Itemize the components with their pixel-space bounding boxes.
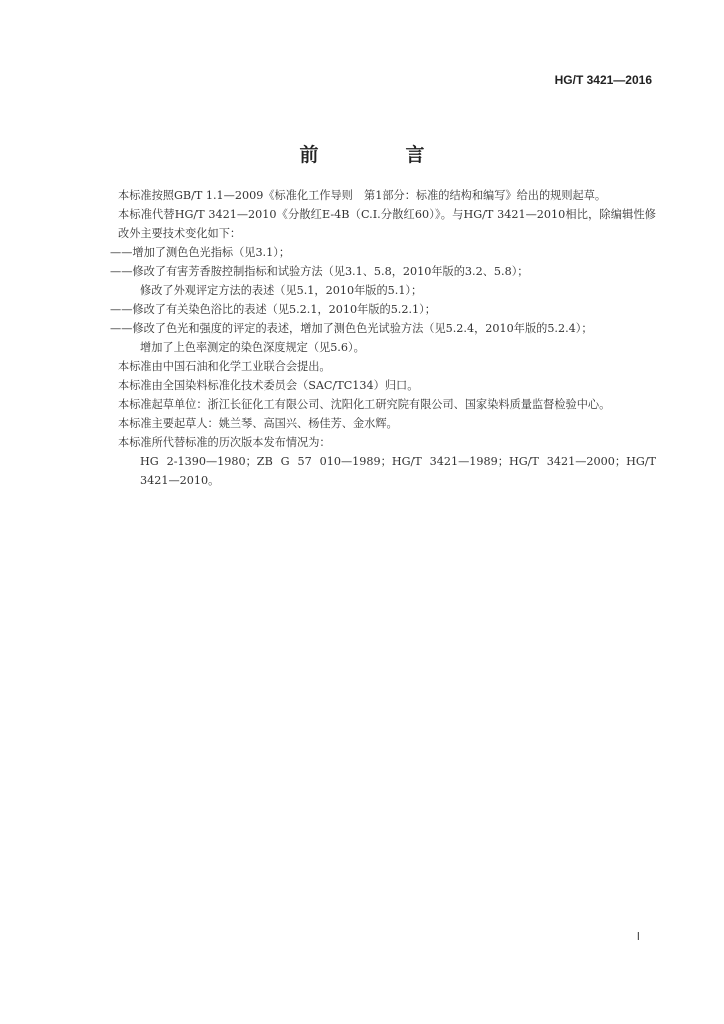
page-title: 前 言 [299,144,459,166]
paragraph-drafting-units: 本标准起草单位：浙江长征化工有限公司、沈阳化工研究院有限公司、国家染料质量监督检验中心。 [118,398,611,411]
paragraph-history-intro: 本标准所代替标准的历次版本发布情况为： [118,436,331,449]
change-item-5: ——修改了色光和强度的评定的表述，增加了测色色光试验方法（见5.2.4，2010年版的5.2.4）； [110,322,593,335]
page-number: I [636,930,640,943]
change-item-4: ——修改了有关染色浴比的表述（见5.2.1，2010年版的5.2.1）； [110,303,436,316]
paragraph-history-list: HG 2-1390—1980；ZB G 57 010—1989；HG/T 3421—1989；HG/T 3421—2000；HG/T 3421—2010。 [140,455,656,487]
paragraph-drafting-rules: 本标准按照GB/T 1.1—2009《标准化工作导则 第1部分：标准的结构和编写》给出的规则起草。 [118,189,607,202]
paragraph-proposer: 本标准由中国石油和化学工业联合会提出。 [118,360,331,373]
paragraph-drafters: 本标准主要起草人：姚兰琴、高国兴、杨佳芳、金水辉。 [118,417,398,430]
document-body [110,186,656,490]
change-item-3: 修改了外观评定方法的表述（见5.1，2010年版的5.1）； [140,284,423,297]
change-item-2: ——修改了有害芳香胺控制指标和试验方法（见3.1、5.8，2010年版的3.2、5.8）； [110,265,529,278]
change-item-6: 增加了上色率测定的染色深度规定（见5.6）。 [140,341,365,354]
change-item-1: ——增加了测色色光指标（见3.1）； [110,246,291,259]
paragraph-replacement: 本标准代替HG/T 3421—2010《分散红E-4B（C.I.分散红60）》。与HG/T 3421—2010相比，除编辑性修改外主要技术变化如下： [118,208,656,240]
paragraph-committee: 本标准由全国染料标准化技术委员会（SAC/TC134）归口。 [118,379,419,392]
standard-code: HG/T 3421—2016 [554,73,652,87]
